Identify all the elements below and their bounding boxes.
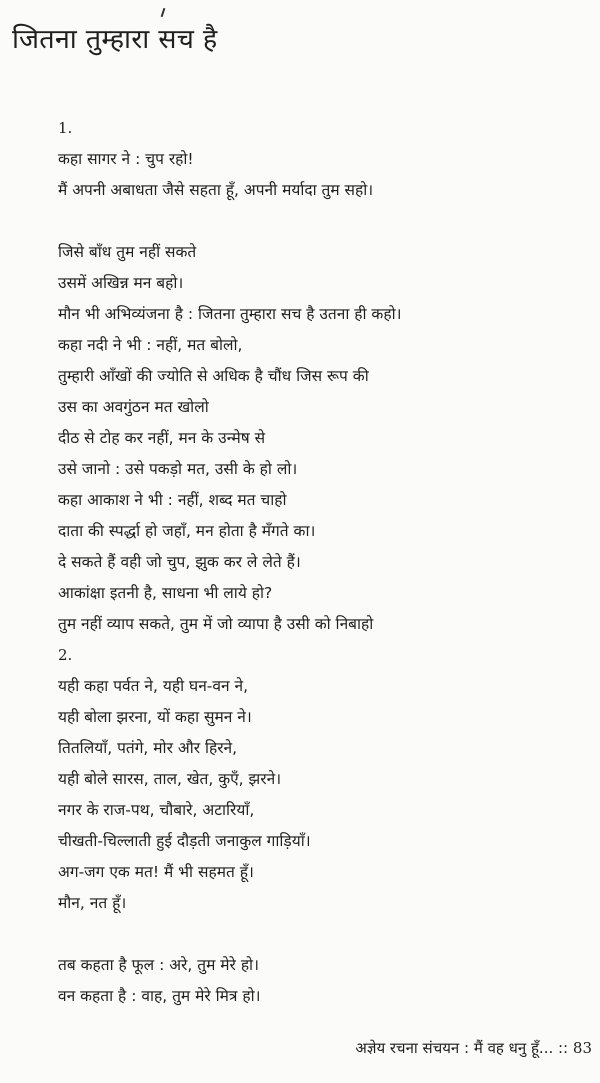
ink-mark bbox=[161, 8, 166, 17]
poem-line: मौन भी अभिव्यंजना है : जितना तुम्हारा सच है उतना ही कहो। bbox=[58, 305, 402, 323]
stanza-2 bbox=[58, 237, 588, 640]
poem-line: आकांक्षा इतनी है, साधना भी लाये हो? bbox=[58, 584, 273, 602]
stanza-4 bbox=[58, 950, 588, 1012]
book-title-footer: अज्ञेय रचना संचयन : मैं वह धनु हूँ... :: bbox=[355, 1039, 569, 1057]
poem-line: दे सकते हैं वही जो चुप, झुक कर ले लेते हैं। bbox=[58, 553, 301, 571]
poem-line: यही बोला झरना, यों कहा सुमन ने। bbox=[58, 708, 252, 726]
poem-line: अग-जग एक मत! मैं भी सहमत हूँ। bbox=[58, 863, 254, 881]
stanza-gap bbox=[58, 919, 588, 950]
poem-title: जितना तुम्हारा सच है bbox=[12, 24, 218, 55]
poem-line: तब कहता है फूल : अरे, तुम मेरे हो। bbox=[58, 956, 259, 974]
poem-body bbox=[58, 113, 588, 1012]
poem-line: उसमें अखिन्न मन बहो। bbox=[58, 274, 184, 292]
poem-line: तुम नहीं व्याप सकते, तुम में जो व्यापा है उसी को निबाहो bbox=[58, 615, 374, 633]
poem-line: मैं अपनी अबाधता जैसे सहता हूँ, अपनी मर्यादा तुम सहो। bbox=[58, 181, 374, 199]
poem-line: दाता की स्पर्द्धा हो जहाँ, मन होता है मँगते का। bbox=[58, 522, 316, 540]
poem-line: कहा सागर ने : चुप रहो! bbox=[58, 150, 194, 168]
section-number-2: 2. bbox=[58, 646, 73, 664]
poem-line: यही बोले सारस, ताल, खेत, कुएँ, झरने। bbox=[58, 770, 282, 788]
poem-line: जिसे बाँध तुम नहीं सकते bbox=[58, 243, 197, 261]
poem-line: मौन, नत हूँ। bbox=[58, 894, 127, 912]
poem-line: तुम्हारी आँखों की ज्योति से अधिक है चौंध जिस रूप की bbox=[58, 367, 369, 385]
section-number-1: 1. bbox=[58, 119, 73, 137]
poem-line: नगर के राज-पथ, चौबारे, अटारियाँ, bbox=[58, 801, 255, 819]
page-number: 83 bbox=[572, 1039, 592, 1057]
poem-line: उस का अवगुंठन मत खोलो bbox=[58, 398, 209, 416]
stanza-3 bbox=[58, 671, 588, 919]
poem-line: वन कहता है : वाह, तुम मेरे मित्र हो। bbox=[58, 987, 261, 1005]
poem-line: उसे जानो : उसे पकड़ो मत, उसी के हो लो। bbox=[58, 460, 298, 478]
poem-line: कहा नदी ने भी : नहीं, मत बोलो, bbox=[58, 336, 243, 354]
stanza-gap bbox=[58, 206, 588, 237]
stanza-1 bbox=[58, 144, 588, 206]
poem-line: यही कहा पर्वत ने, यही घन-वन ने, bbox=[58, 677, 249, 695]
poem-line: तितलियाँ, पतंगे, मोर और हिरने, bbox=[58, 739, 238, 757]
poem-line: कहा आकाश ने भी : नहीं, शब्द मत चाहो bbox=[58, 491, 287, 509]
poem-line: चीखती-चिल्लाती हुई दौड़ती जनाकुल गाड़ियाँ। bbox=[58, 832, 311, 850]
running-footer bbox=[355, 1036, 592, 1060]
poem-line: दीठ से टोह कर नहीं, मन के उन्मेष से bbox=[58, 429, 266, 447]
